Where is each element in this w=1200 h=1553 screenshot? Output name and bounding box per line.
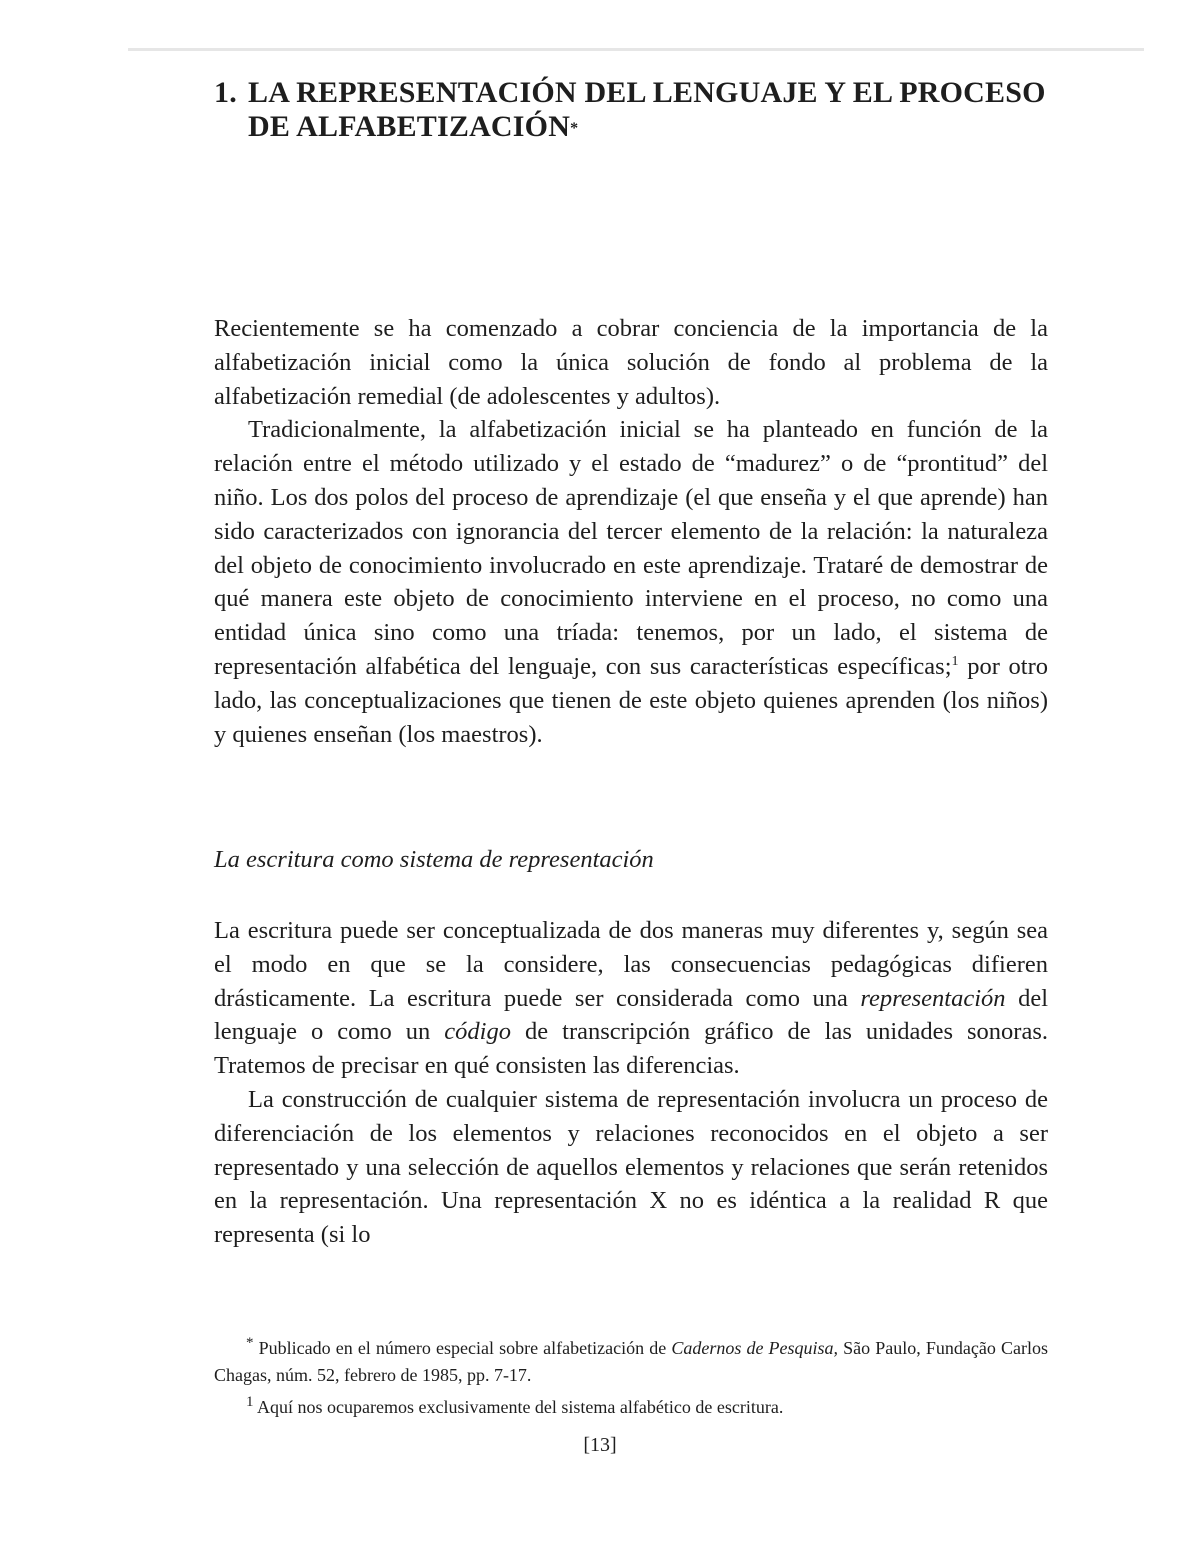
chapter-title-line-1: LA REPRESENTACIÓN DEL LENGUAJE Y EL PROCESO [248, 76, 1046, 109]
section-paragraph-2: La construcción de cualquier sistema de representación involucra un proceso de diferenciación de los elementos y relaciones reconocidos en el objeto a ser representado y una selección de aquellos elementos y relaciones que serán retenidos en la representación. Una representación X no es idéntica a la realidad R que representa (si lo [214, 1085, 1048, 1249]
footnote-star-mark: * [246, 1335, 254, 1351]
intro-paragraph-2-part-b: por otro lado, las conceptualizaciones que tienen de este objeto quienes aprenden (los niños) y quienes enseñan (los maestros). [214, 652, 1049, 748]
footnote-ref-1: 1 [951, 653, 959, 669]
footnote-1-text: Aquí nos ocuparemos exclusivamente del sistema alfabético de escritura. [253, 1397, 784, 1417]
footnote-star-text-b: São Paulo, Fundação Carlos Chagas, núm. 52, febrero de 1985, pp. 7-17. [214, 1338, 1048, 1385]
chapter-title [214, 76, 1054, 144]
footnote-1 [214, 1389, 1048, 1421]
intro-text-block [214, 312, 1048, 751]
section-paragraph-1 [214, 914, 1048, 1083]
chapter-number: 1. [214, 76, 237, 109]
page-top-rule [128, 48, 1144, 51]
emphasis-codigo: código [444, 1018, 511, 1046]
chapter-title-line-2 [214, 110, 1054, 144]
page-number: [13] [583, 1434, 617, 1456]
section-paragraph-1-part-a: La escritura puede ser conceptualizada de dos maneras muy diferentes y, según sea el modo en que se la considere, las consecuencias pedagógicas difieren drásticamente. La escritura puede ser considerada como una [214, 917, 1048, 1012]
section-text-block [214, 914, 1048, 1252]
intro-paragraph-2 [214, 413, 1048, 751]
footnote-1-mark: 1 [246, 1394, 254, 1410]
chapter-title-line-2-text: DE ALFABETIZACIÓN [248, 110, 571, 143]
intro-paragraph-2-part-a: Tradicionalmente, la alfabetización inicial se ha planteado en función de la relación entre el método utilizado y el estado de “madurez” o de “prontitud” del niño. Los dos polos del proceso de aprendizaje (el que enseña y el que aprende) han sido caracterizados con ignorancia del tercer elemento de la relación: la naturaleza del objeto de conocimiento involucrado en este aprendizaje. Trataré de demostrar de qué manera este objeto de conocimiento interviene en el proceso, no como una entidad única sino como una tríada: tenemos, por un lado, el sistema de representación alfabética del lenguaje, con sus características específicas; [214, 416, 1048, 680]
intro-paragraph-1: Recientemente se ha comenzado a cobrar conciencia de la importancia de la alfabetización inicial como la única solución de fondo al problema de la alfabetización remedial (de adolescentes y adultos). [214, 315, 1048, 410]
footnote-star-journal: Cadernos de Pesquisa, [671, 1338, 839, 1358]
section-paragraph-1-part-c: de transcripción gráfico de las unidades sonoras. Tratemos de precisar en qué consisten las diferencias. [214, 1018, 1048, 1080]
emphasis-representacion: representación [860, 984, 1006, 1012]
footnote-star [214, 1330, 1048, 1389]
footnote-star-text-a: Publicado en el número especial sobre alfabetización de [253, 1338, 672, 1358]
section-paragraph-1-part-b: del lenguaje o como un [214, 984, 1048, 1046]
chapter-footnote-mark: * [570, 120, 579, 137]
section-heading: La escritura como sistema de representación [214, 846, 654, 873]
footnotes [214, 1330, 1048, 1421]
